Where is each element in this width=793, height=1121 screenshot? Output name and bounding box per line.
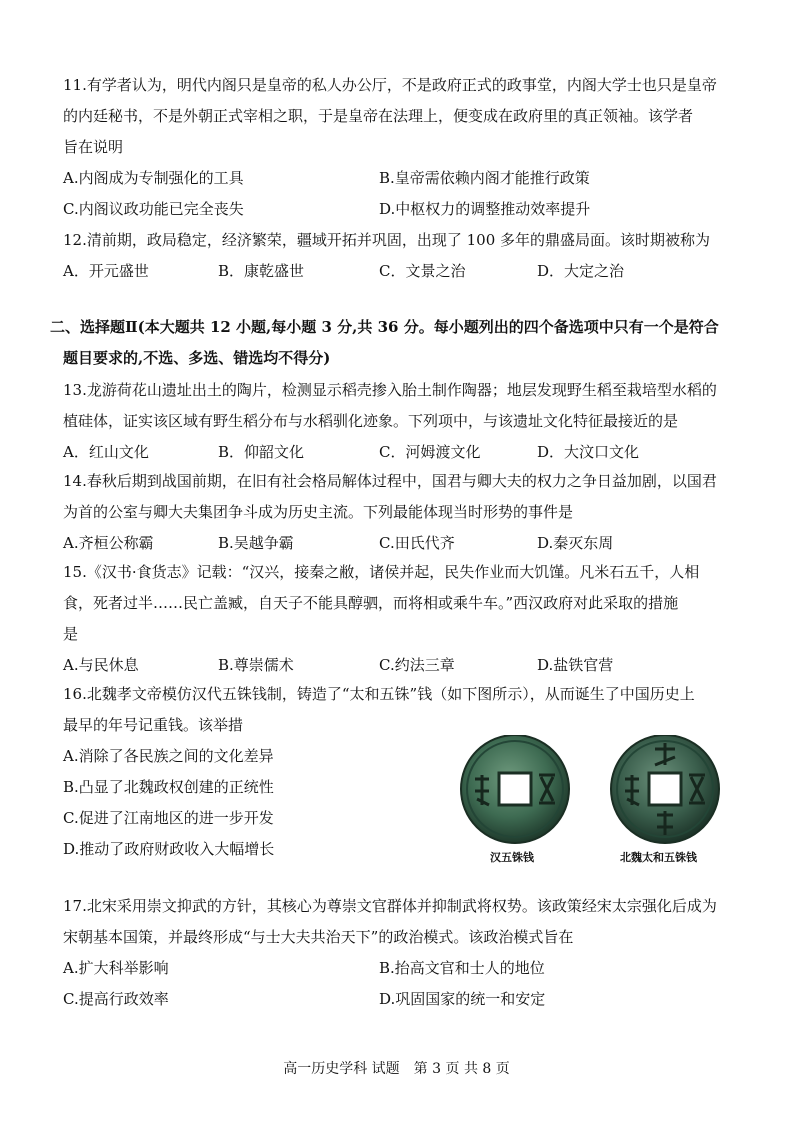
question-16-options xyxy=(63,741,443,865)
question-11-options-row-1 xyxy=(63,163,753,194)
question-17-options-row-2 xyxy=(63,984,753,1015)
option-b[interactable]: B.吴越争霸 xyxy=(218,534,294,552)
northern-wei-taihe-wuzhu-coin-icon xyxy=(611,735,719,843)
question-12-options xyxy=(63,256,753,287)
option-d[interactable]: D.盐铁官营 xyxy=(537,656,614,674)
option-b[interactable]: B.凸显了北魏政权创建的正统性 xyxy=(63,778,274,796)
question-15-options xyxy=(63,650,753,681)
question-15-line: 食，死者过半……民亡盖臧，自天子不能具醇驷，而将相或乘牛车。”西汉政府对此采取的措施 xyxy=(63,594,679,612)
option-c[interactable]: C.内阁议政功能已完全丧失 xyxy=(63,200,244,218)
caption-northern-wei-coin: 北魏太和五铢钱 xyxy=(620,851,697,864)
option-b[interactable]: B．仰韶文化 xyxy=(218,443,305,461)
question-13-options xyxy=(63,437,753,468)
question-17-line: 宋朝基本国策，并最终形成“与士大夫共治天下”的政治模式。该政治模式旨在 xyxy=(63,928,574,946)
section-2-heading-line: 二、选择题Ⅱ(本大题共 12 小题,每小题 3 分,共 36 分。每小题列出的四个备选项中只有一个是符合 xyxy=(50,318,719,336)
option-c[interactable]: C.促进了江南地区的进一步开发 xyxy=(63,809,274,827)
option-a[interactable]: A.消除了各民族之间的文化差异 xyxy=(63,747,274,765)
option-d[interactable]: D．大汶口文化 xyxy=(537,443,640,461)
option-d[interactable]: D.中枢权力的调整推动效率提升 xyxy=(379,200,591,218)
option-a[interactable]: A．开元盛世 xyxy=(63,262,149,280)
question-17-line: 17.北宋采用崇文抑武的方针，其核心为尊崇文官群体并抑制武将权势。该政策经宋太宗强化后成为 xyxy=(63,897,717,915)
option-a[interactable]: A．红山文化 xyxy=(63,443,149,461)
option-b[interactable]: B.皇帝需依赖内阁才能推行政策 xyxy=(379,169,590,187)
coin-figure xyxy=(455,735,745,865)
question-12-line: 12.清前期，政局稳定，经济繁荣，疆域开拓并巩固，出现了 100 多年的鼎盛局面。该时期被称为 xyxy=(63,231,711,249)
option-c[interactable]: C.约法三章 xyxy=(379,656,455,674)
question-14-line: 14.春秋后期到战国前期，在旧有社会格局解体过程中，国君与卿大夫的权力之争日益加剧，以国君 xyxy=(63,472,717,490)
option-b[interactable]: B.抬高文官和士人的地位 xyxy=(379,959,545,977)
question-16 xyxy=(63,679,753,741)
question-15-line: 15.《汉书·食货志》记载：“汉兴，接秦之敝，诸侯并起，民失作业而大饥馑。凡米石五千，人相 xyxy=(63,563,700,581)
option-a[interactable]: A.与民休息 xyxy=(63,656,139,674)
question-11-line: 旨在说明 xyxy=(63,138,124,156)
question-16-line: 最早的年号记重钱。该举措 xyxy=(63,716,244,734)
option-d[interactable]: D.巩固国家的统一和安定 xyxy=(379,990,546,1008)
option-d[interactable]: D.秦灭东周 xyxy=(537,534,614,552)
question-11-line: 11.有学者认为，明代内阁只是皇帝的私人办公厅，不是政府正式的政事堂，内阁大学士也只是皇帝 xyxy=(63,76,717,94)
question-13-line: 植硅体，证实该区域有野生稻分布与水稻驯化迹象。下列项中，与该遗址文化特征最接近的是 xyxy=(63,412,679,430)
option-a[interactable]: A.内阁成为专制强化的工具 xyxy=(63,169,244,187)
option-a[interactable]: A.扩大科举影响 xyxy=(63,959,169,977)
question-17-options-row-1 xyxy=(63,953,753,984)
option-c[interactable]: C.田氏代齐 xyxy=(379,534,455,552)
section-2-heading-line: 题目要求的,不选、多选、错选均不得分) xyxy=(63,349,331,367)
question-17 xyxy=(63,891,753,953)
option-d[interactable]: D．大定之治 xyxy=(537,262,625,280)
question-14 xyxy=(63,466,753,528)
question-11-options-row-2 xyxy=(63,194,753,225)
option-d[interactable]: D.推动了政府财政收入大幅增长 xyxy=(63,840,275,858)
coin-illustration xyxy=(455,735,745,845)
question-15-line: 是 xyxy=(63,625,79,643)
question-15 xyxy=(63,557,753,650)
section-2-heading xyxy=(50,312,755,374)
option-b[interactable]: B．康乾盛世 xyxy=(218,262,305,280)
question-14-line: 为首的公室与卿大夫集团争斗成为历史主流。下列最能体现当时形势的事件是 xyxy=(63,503,574,521)
han-wuzhu-coin-icon xyxy=(461,735,569,843)
option-c[interactable]: C.提高行政效率 xyxy=(63,990,169,1008)
page-footer: 高一历史学科 试题 第 3 页 共 8 页 xyxy=(283,1061,510,1077)
option-a[interactable]: A.齐桓公称霸 xyxy=(63,534,154,552)
caption-han-coin: 汉五铢钱 xyxy=(490,851,534,864)
question-11 xyxy=(63,70,753,163)
question-12 xyxy=(63,225,753,256)
option-b[interactable]: B.尊崇儒术 xyxy=(218,656,294,674)
question-11-line: 的内廷秘书，不是外朝正式宰相之职，于是皇帝在法理上，便变成在政府里的真正领袖。该学者 xyxy=(63,107,694,125)
option-c[interactable]: C．河姆渡文化 xyxy=(379,443,481,461)
option-c[interactable]: C．文景之治 xyxy=(379,262,466,280)
question-13-line: 13.龙游荷花山遗址出土的陶片，检测显示稻壳掺入胎土制作陶器；地层发现野生稻至栽培型水稻的 xyxy=(63,381,717,399)
question-14-options xyxy=(63,528,753,559)
question-13 xyxy=(63,375,753,437)
question-16-line: 16.北魏孝文帝模仿汉代五铢钱制，铸造了“太和五铢”钱（如下图所示），从而诞生了中国历史上 xyxy=(63,685,695,703)
